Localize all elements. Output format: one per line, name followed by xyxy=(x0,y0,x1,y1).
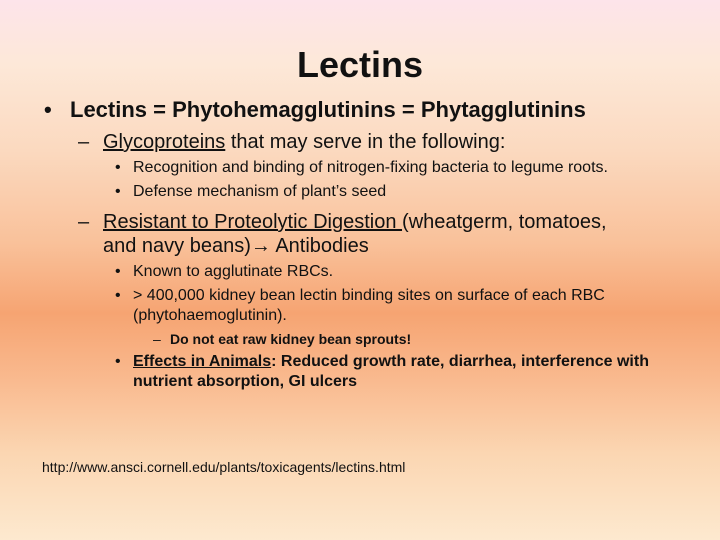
detail-defense-mechanism xyxy=(0,182,720,202)
bullet-marker: • xyxy=(115,353,121,370)
subpoint-tail-text: Antibodies xyxy=(270,235,369,257)
bullet-marker: • xyxy=(44,97,52,122)
subpoint-rest-text: that may serve in the following: xyxy=(225,131,506,153)
effects-text: : Reduced growth rate, diarrhea, interference with nutrient absorption, GI ulcers xyxy=(133,353,649,390)
bullet-marker: • xyxy=(115,159,121,176)
warning-raw-sprouts xyxy=(0,330,720,348)
proteolytic-digestion-link[interactable]: Resistant to Proteolytic Digestion xyxy=(103,211,403,233)
source-url[interactable]: http://www.ansci.cornell.edu/plants/toxicagents/lectins.html xyxy=(42,459,406,475)
bullet-marker: • xyxy=(115,287,121,304)
subpoint-proteolytic xyxy=(0,210,720,258)
bullet-lectins-definition xyxy=(0,96,720,124)
effects-in-animals-link[interactable]: Effects in Animals xyxy=(133,353,272,370)
bullet-text: Lectins = Phytohemagglutinins = Phytagglutinins xyxy=(70,97,586,122)
glycoproteins-link[interactable]: Glycoproteins xyxy=(103,131,226,153)
detail-nitrogen-fixing xyxy=(0,158,720,178)
bullet-marker: • xyxy=(115,263,121,280)
subpoint-text xyxy=(103,130,640,154)
detail-text: > 400,000 kidney bean lectin binding sites on surface of each RBC (phytohaemoglutinin). xyxy=(133,287,605,324)
dash-marker: – xyxy=(153,331,161,347)
detail-text xyxy=(133,352,676,392)
slide-body xyxy=(0,96,720,392)
detail-text: Known to agglutinate RBCs. xyxy=(133,263,334,280)
warning-text: Do not eat raw kidney bean sprouts! xyxy=(170,331,412,347)
detail-agglutinate-rbcs xyxy=(0,262,720,282)
detail-effects-in-animals xyxy=(0,352,720,392)
bullet-marker: • xyxy=(115,183,121,200)
subpoint-glycoproteins xyxy=(0,130,720,154)
dash-marker: – xyxy=(78,131,90,153)
detail-text: Defense mechanism of plant’s seed xyxy=(133,183,387,200)
dash-marker: – xyxy=(78,211,90,233)
detail-binding-sites xyxy=(0,286,720,326)
subpoint-rest-text: (wheatgerm, tomatoes, and navy beans) xyxy=(103,211,607,257)
detail-text: Recognition and binding of nitrogen-fixing bacteria to legume roots. xyxy=(133,159,608,176)
slide-title: Lectins xyxy=(296,44,424,85)
arrow-right-icon: → xyxy=(250,235,271,257)
subpoint-text xyxy=(103,210,640,258)
